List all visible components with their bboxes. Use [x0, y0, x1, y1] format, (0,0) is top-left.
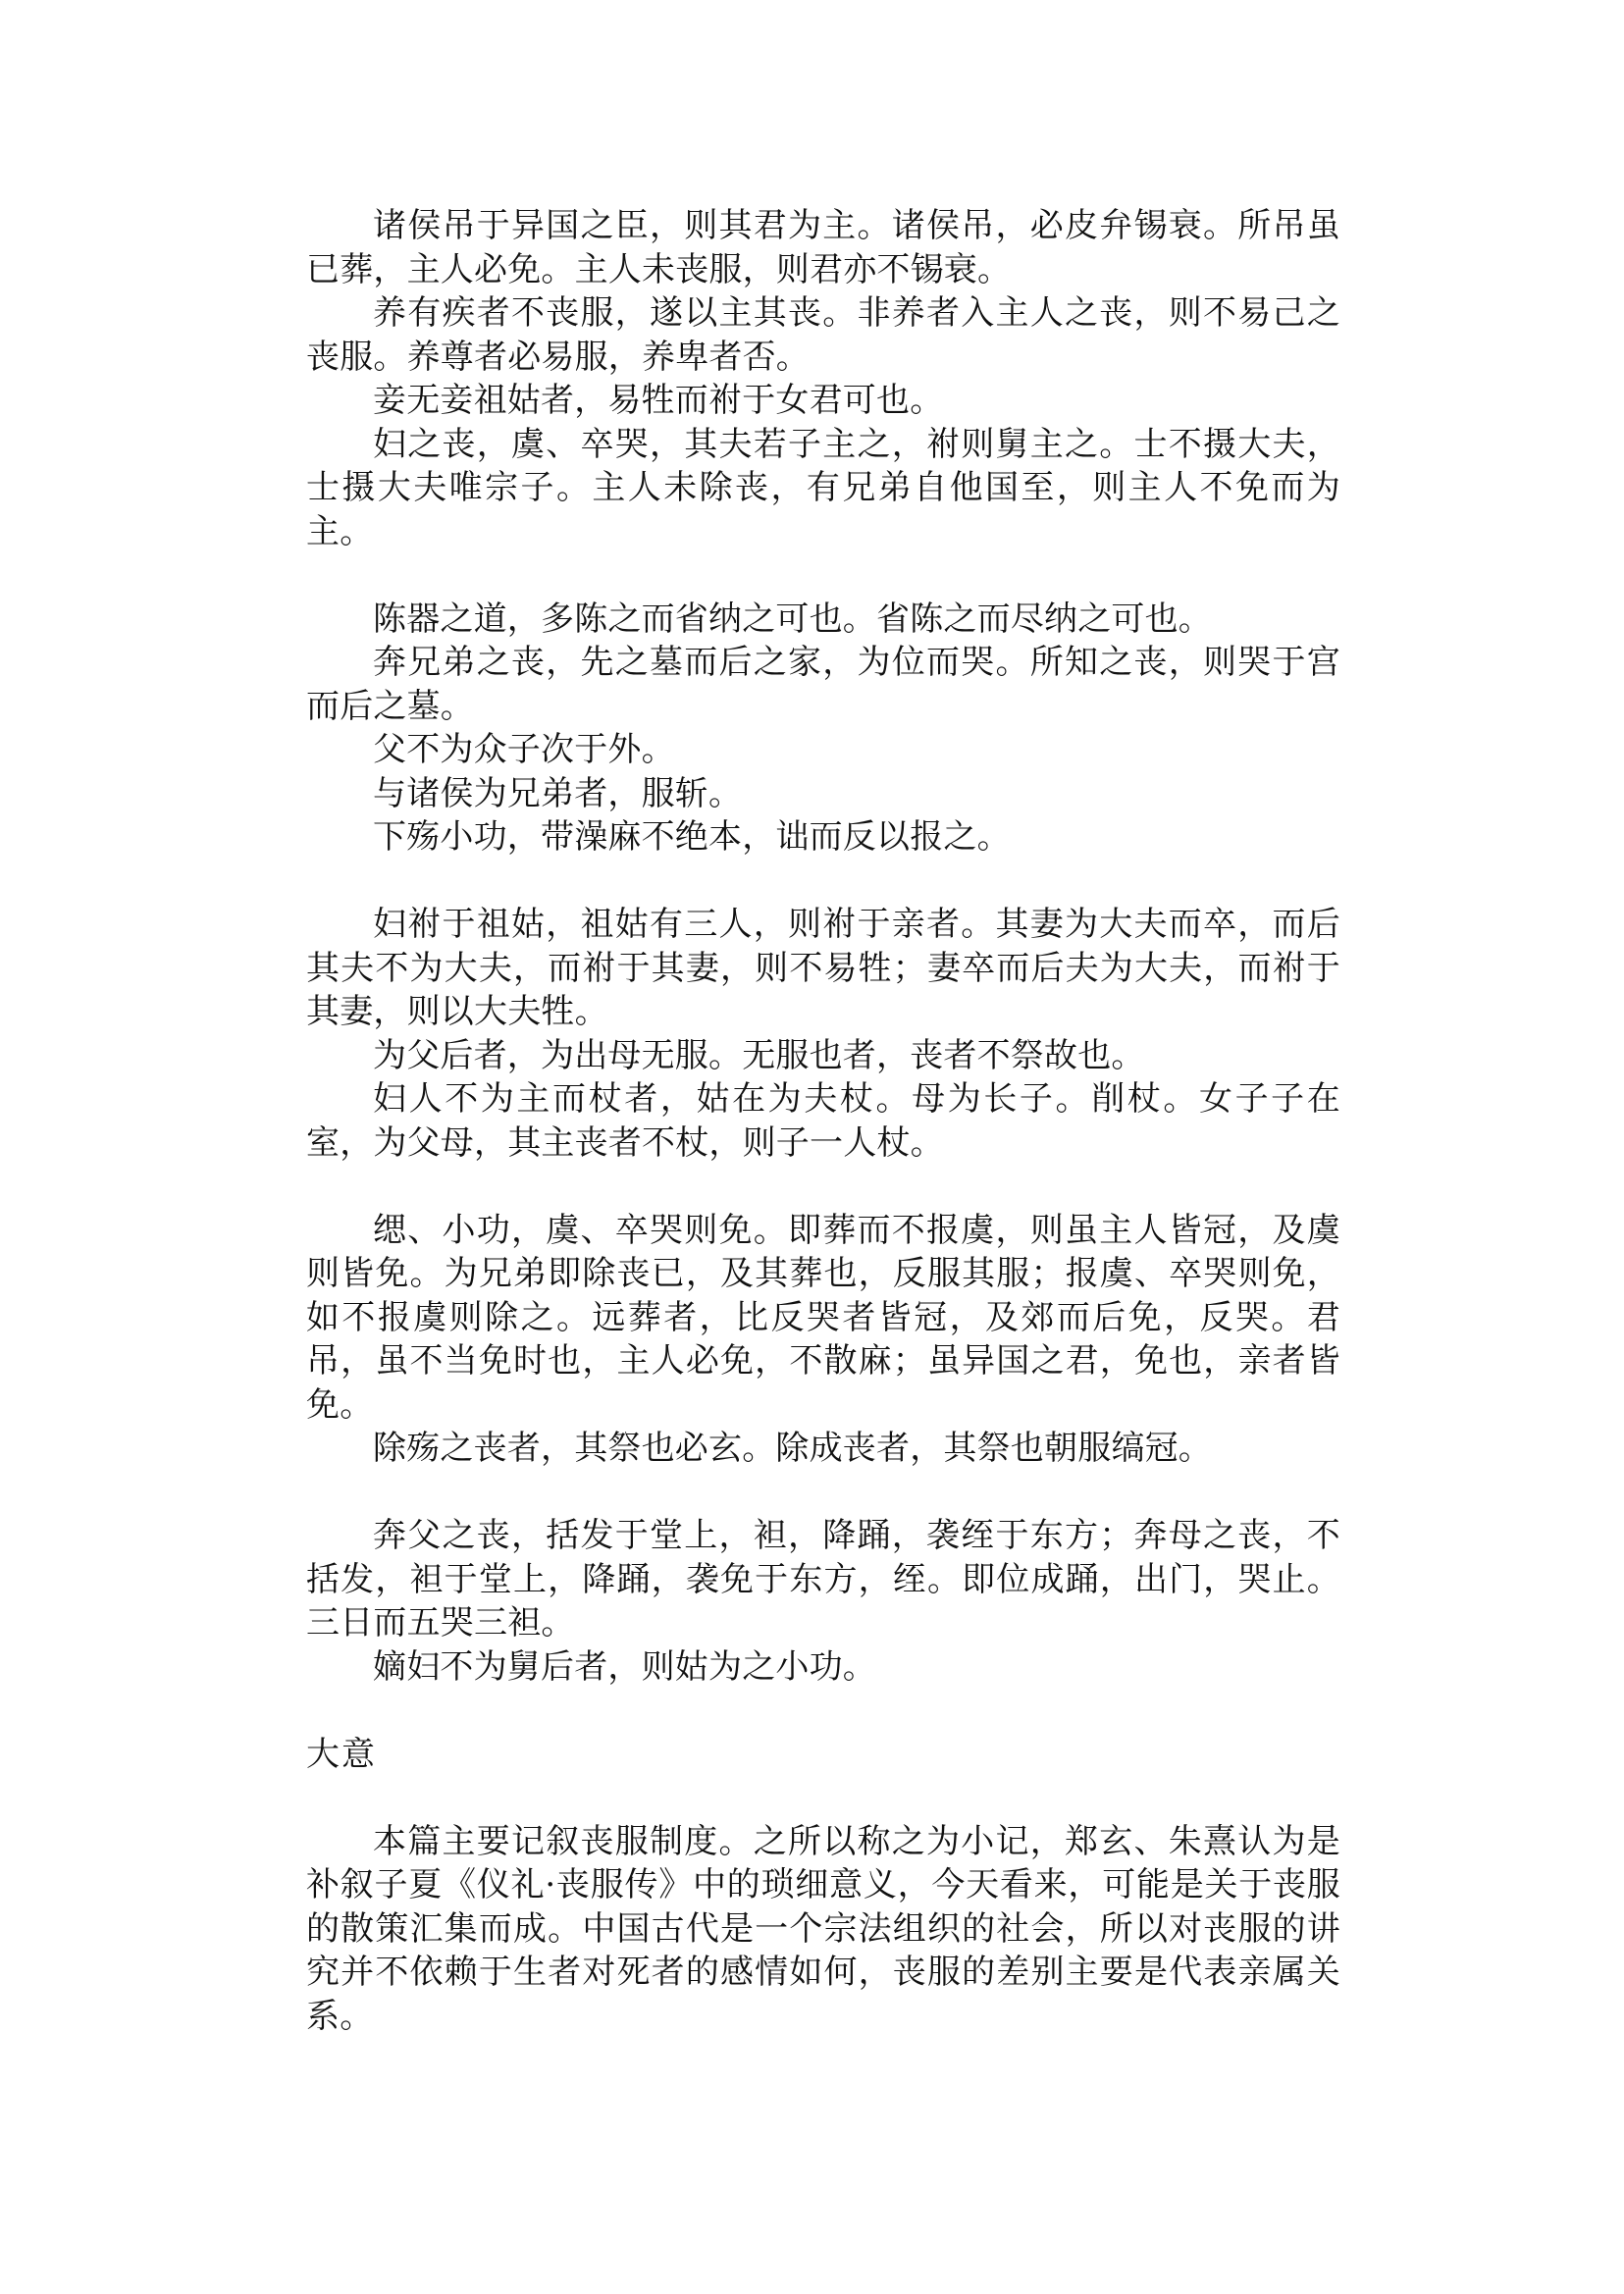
paragraph: 妇之丧，虞、卒哭，其夫若子主之，祔则舅主之。士不摄大夫，士摄大夫唯宗子。主人未除丧，有兄弟自他国至，则主人不免而为主。: [306, 424, 1340, 551]
paragraph: 下殇小功，带澡麻不绝本，诎而反以报之。: [373, 817, 1011, 857]
paragraph: 缌、小功，虞、卒哭则免。即葬而不报虞，则虽主人皆冠，及虞则皆免。为兄弟即除丧已，及其葬也，反服其服；报虞、卒哭则免，如不报虞则除之。远葬者，比反哭者皆冠，及郊而后免，反哭。君吊，虽不当免时也，主人必免，不散麻；虽异国之君，免也，亲者皆免。: [306, 1210, 1340, 1425]
paragraph: 嫡妇不为舅后者，则姑为之小功。: [373, 1646, 876, 1687]
section-gap: [306, 1776, 1340, 1820]
paragraph: 养有疾者不丧服，遂以主其丧。非养者入主人之丧，则不易己之丧服。养尊者必易服，养卑者否。: [306, 293, 1340, 377]
document-body: [306, 204, 1340, 2038]
paragraph: 为父后者，为出母无服。无服也者，丧者不祭故也。: [373, 1035, 1145, 1075]
summary-paragraph: 本篇主要记叙丧服制度。之所以称之为小记，郑玄、朱熹认为是补叙子夏《仪礼·丧服传》中的琐细意义，今天看来，可能是关于丧服的散策汇集而成。中国古代是一个宗法组织的社会，所以对丧服的讲究并不依赖于生者对死者的感情如何，丧服的差别主要是代表亲属关系。: [306, 1821, 1340, 2036]
paragraph-gap: [306, 1165, 1340, 1209]
section-title: 大意: [306, 1734, 377, 1774]
paragraph-gap: [306, 553, 1340, 598]
paragraph: 陈器之道，多陈之而省纳之可也。省陈之而尽纳之可也。: [373, 599, 1212, 639]
paragraph: 妇祔于祖姑，祖姑有三人，则祔于亲者。其妻为大夫而卒，而后其夫不为大夫，而祔于其妻，则不易牲；妻卒而后夫为大夫，而祔于其妻，则以大夫牲。: [306, 905, 1340, 1031]
paragraph-gap: [306, 1471, 1340, 1515]
paragraph-gap: [306, 860, 1340, 904]
paragraph: 除殇之丧者，其祭也必玄。除成丧者，其祭也朝服缟冠。: [373, 1429, 1212, 1468]
section-gap: [306, 1689, 1340, 1733]
paragraph: 父不为众子次于外。: [373, 730, 675, 769]
paragraph: 诸侯吊于异国之臣，则其君为主。诸侯吊，必皮弁锡衰。所吊虽已葬，主人必免。主人未丧服，则君亦不锡衰。: [306, 206, 1340, 289]
paragraph: 妾无妾祖姑者，易牲而祔于女君可也。: [373, 381, 944, 420]
paragraph: 妇人不为主而杖者，姑在为夫杖。母为长子。削杖。女子子在室，为父母，其主丧者不杖，则子一人杖。: [306, 1079, 1340, 1163]
paragraph: 与诸侯为兄弟者，服斩。: [373, 773, 743, 813]
paragraph: 奔父之丧，括发于堂上，袒，降踊，袭绖于东方；奔母之丧，不括发，袒于堂上，降踊，袭免于东方，绖。即位成踊，出门，哭止。三日而五哭三袒。: [306, 1516, 1340, 1642]
paragraph: 奔兄弟之丧，先之墓而后之家，为位而哭。所知之丧，则哭于宫而后之墓。: [306, 643, 1340, 726]
